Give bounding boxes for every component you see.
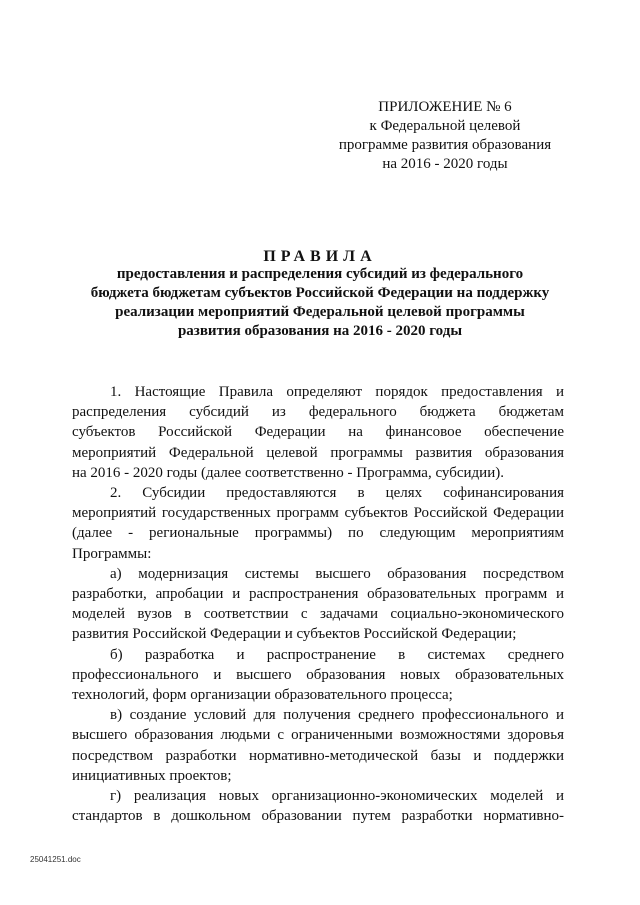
- text-line: разработки, апробации и распространения образовательных программ и: [72, 586, 564, 603]
- appendix-line: программе развития образования: [338, 137, 552, 153]
- subtitle-line: предоставления и распределения субсидий из федерального: [116, 266, 524, 282]
- subtitle-line: реализации мероприятий Федеральной целевой программы: [115, 304, 525, 320]
- text-line: стандартов в дошкольном образовании путем разработки нормативно-: [72, 808, 564, 825]
- text-line: распределения субсидий из федерального бюджета бюджетам: [72, 404, 564, 421]
- text-line: мероприятий государственных программ субъектов Российской Федерации: [72, 505, 564, 522]
- text-line: а) модернизация системы высшего образования посредством: [110, 565, 564, 582]
- subtitle-line: бюджета бюджетам субъектов Российской Федерации на поддержку: [90, 285, 550, 301]
- paragraph-2d: [72, 786, 564, 826]
- text-line: высшего образования людьми с ограниченными возможностями здоровья: [72, 727, 564, 744]
- document-subtitle: [40, 265, 600, 341]
- text-line: (далее - региональные программы) по следующим мероприятиям: [72, 525, 564, 542]
- paragraph-2b: [72, 645, 564, 706]
- appendix-header: [330, 98, 560, 174]
- document-body: [72, 382, 564, 826]
- text-line: инициативных проектов;: [72, 767, 232, 784]
- text-line: моделей вузов в соответствии с задачами социально-экономического: [72, 606, 564, 623]
- subtitle-line: развития образования на 2016 - 2020 годы: [177, 323, 463, 339]
- paragraph-2c: [72, 705, 564, 786]
- paragraph-2: [72, 483, 564, 564]
- appendix-line: на 2016 - 2020 годы: [382, 156, 508, 172]
- text-line: посредством разработки нормативно-методической базы и поддержки: [72, 747, 564, 764]
- text-line: профессионального и высшего образования новых образовательных: [72, 666, 564, 683]
- text-line: 1. Настоящие Правила определяют порядок предоставления и: [110, 384, 564, 400]
- file-name-footer: 25041251.doc: [30, 855, 81, 864]
- appendix-number: ПРИЛОЖЕНИЕ № 6: [378, 99, 512, 115]
- text-line: развития Российской Федерации и субъектов Российской Федерации;: [72, 626, 517, 643]
- text-line: б) разработка и распространение в системах среднего: [110, 646, 564, 663]
- text-line: на 2016 - 2020 годы (далее соответственно - Программа, субсидии).: [72, 464, 504, 481]
- paragraph-2a: [72, 564, 564, 645]
- document-title: ПРАВИЛА: [263, 248, 377, 265]
- text-line: технологий, форм организации образовательного процесса;: [72, 687, 453, 704]
- text-line: Программы:: [72, 545, 152, 562]
- text-line: мероприятий Федеральной целевой программы развития образования: [72, 444, 564, 461]
- text-line: субъектов Российской Федерации на финансовое обеспечение: [72, 424, 564, 441]
- appendix-line: к Федеральной целевой: [369, 118, 521, 134]
- paragraph-1: [72, 382, 564, 483]
- text-line: в) создание условий для получения среднего профессионального и: [110, 707, 564, 724]
- text-line: г) реализация новых организационно-экономических моделей и: [110, 788, 564, 805]
- text-line: 2. Субсидии предоставляются в целях софинансирования: [110, 485, 564, 502]
